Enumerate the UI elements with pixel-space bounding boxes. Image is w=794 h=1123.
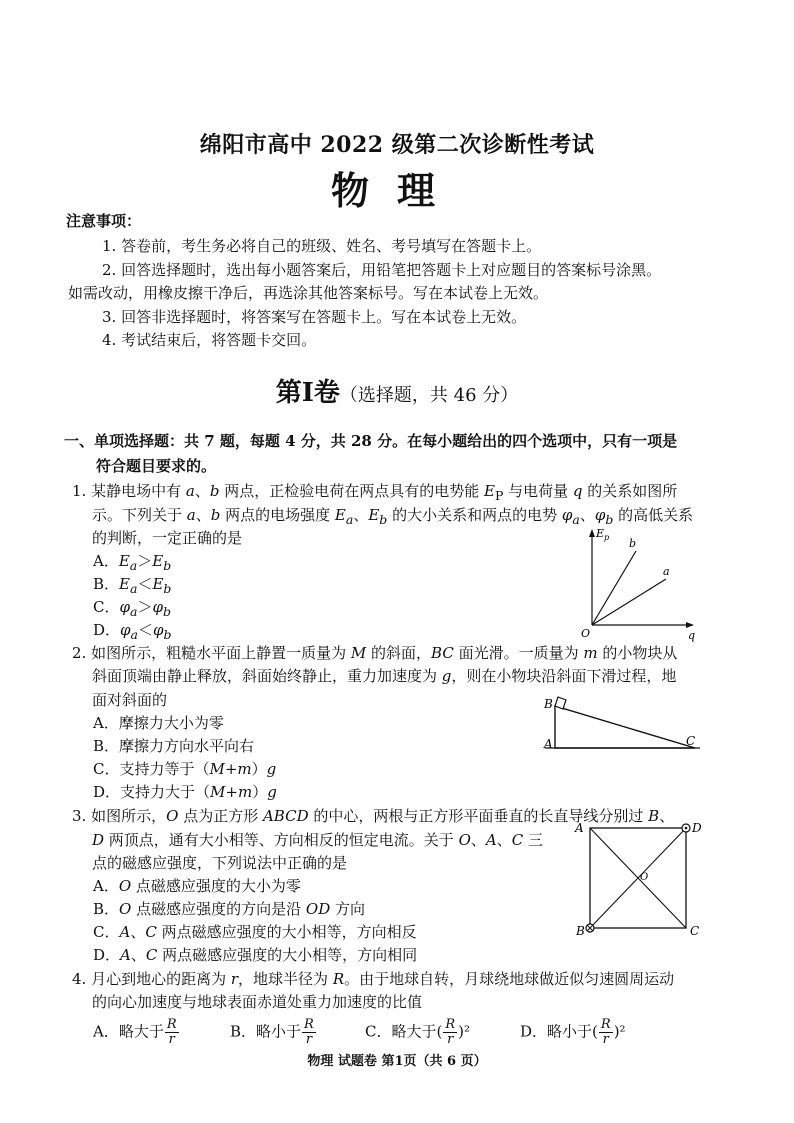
label-d: D (692, 821, 702, 835)
q1-line-2: 示。下列关于 a、b 两点的电场强度 $E_a$、$E_b$ 的大小关系和两点的电势 $\varphi_a$、$\varphi_b$ 的高低关系 (92, 506, 694, 527)
notice-heading: 注意事项： (66, 212, 142, 230)
q2-incline-figure (535, 692, 705, 752)
q4-line-2: 的向心加速度与地球表面赤道处重力加速度的比值 (92, 993, 423, 1011)
q3-square-figure (572, 818, 707, 938)
label-c: C (686, 734, 696, 748)
q3-option-a: A．O 点磁感应强度的大小为零 (93, 877, 301, 895)
q2-option-d: D．支持力大于（M+m）g (93, 783, 277, 801)
block (555, 697, 566, 709)
line-b (592, 551, 636, 625)
wire-d-dot (685, 827, 688, 830)
label-b: B (576, 924, 585, 938)
q3-line-1: 3. 如图所示，O 点为正方形 ABCD 的中心，两根与正方形平面垂直的长直导线分别过 B、 (72, 807, 675, 825)
notice-item-2: 2. 回答选择题时，选出每小题答案后，用铅笔把答题卡上对应题目的答案标号涂黑。 (102, 261, 662, 279)
q2-option-c: C．支持力等于（M+m）g (93, 760, 277, 778)
label-c: C (690, 924, 700, 938)
ep-axis-label: $E_p$ (596, 527, 610, 542)
section-subtitle: （选择题，共 46 分） (339, 385, 519, 406)
line-a (592, 579, 666, 625)
notice-item-1: 1. 答卷前，考生务必将自己的班级、姓名、考号填写在答题卡上。 (102, 237, 542, 255)
incline (555, 706, 695, 748)
q2-option-a: A．摩擦力大小为零 (93, 714, 224, 732)
notice-item-3: 3. 回答非选择题时，将答案写在答题卡上。写在本试卷上无效。 (102, 308, 527, 326)
exam-title: 绵阳市高中 2022 级第二次诊断性考试 (199, 132, 595, 158)
q3-option-c: C．A、C 两点磁感应强度的大小相等，方向相反 (93, 923, 417, 941)
q3-option-d: D．A、C 两点磁感应强度的大小相等，方向相同 (93, 946, 418, 964)
label-b: B (544, 697, 553, 711)
q1-option-a: A．$E_a>E_b$ (93, 552, 172, 573)
line-b-label: b (629, 537, 637, 550)
q1-option-c: C．$\varphi_a>\varphi_b$ (93, 598, 171, 619)
label-a: A (575, 821, 584, 835)
q1-line-1: 1. 某静电场中有 a、b 两点，正检验电荷在两点具有的电势能 $E_P$ 与电荷量 q 的关系如图所 (72, 482, 678, 503)
notice-item-2-cont: 如需改动，用橡皮擦干净后，再选涂其他答案标号。写在本试卷上无效。 (68, 284, 549, 302)
q3-option-b: B．O 点磁感应强度的方向是沿 OD 方向 (93, 900, 365, 918)
q4-option-c: C．略大于( $\frac{R}{r}$ )² (365, 1017, 471, 1047)
notice-item-4: 4. 考试结束后，将答题卡交回。 (102, 331, 317, 349)
section-heading (0, 372, 794, 409)
q4-line-1: 4. 月心到地心的距离为 r，地球半径为 R。由于地球自转，月球绕地球做近似匀速圆周运动 (72, 970, 675, 988)
label-o: O (640, 872, 649, 883)
origin-label: O (581, 627, 591, 640)
part-1-instruction-cont: 符合题目要求的。 (96, 457, 217, 475)
subject-title: 物理 (330, 168, 463, 213)
page-footer: 物理 试题卷 第1页（共 6 页） (307, 1054, 487, 1069)
q3-line-3: 点的磁感应强度，下列说法中正确的是 (92, 854, 348, 872)
ep-axis-arrow (589, 529, 595, 537)
label-a: A (544, 737, 553, 751)
q4-option-b: B．略小于 $\frac{R}{r}$ (230, 1017, 314, 1047)
q2-line-2: 斜面顶端由静止释放，斜面始终静止，重力加速度为 g，则在小物块沿斜面下滑过程，地 (92, 667, 677, 685)
q1-option-b: B．$E_a<E_b$ (93, 575, 172, 596)
q1-ep-q-graph (580, 525, 700, 642)
line-a-label: a (663, 565, 670, 578)
part-1-instruction: 一、单项选择题：共 7 题，每题 4 分，共 28 分。在每小题给出的四个选项中，只有一项是 (64, 432, 678, 450)
q2-line-3: 面对斜面的 (92, 691, 168, 709)
q3-line-2: D 两顶点，通有大小相等、方向相反的恒定电流。关于 O、A、C 三 (92, 831, 544, 849)
q1-line-3: 的判断，一定正确的是 (92, 529, 243, 547)
q-axis-arrow (686, 622, 694, 628)
q2-option-b: B．摩擦力方向水平向右 (93, 737, 255, 755)
q4-option-a: A．略大于 $\frac{R}{r}$ (93, 1017, 177, 1047)
q1-option-d: D．$\varphi_a<\varphi_b$ (93, 621, 172, 642)
q4-option-d: D．略小于( $\frac{R}{r}$ )² (520, 1017, 626, 1047)
q2-line-1: 2. 如图所示，粗糙水平面上静置一质量为 M 的斜面，BC 面光滑。一质量为 m 的小物块从 (72, 644, 678, 662)
q-axis-label: q (688, 629, 696, 642)
section-title: 第Ⅰ卷 (275, 378, 340, 408)
